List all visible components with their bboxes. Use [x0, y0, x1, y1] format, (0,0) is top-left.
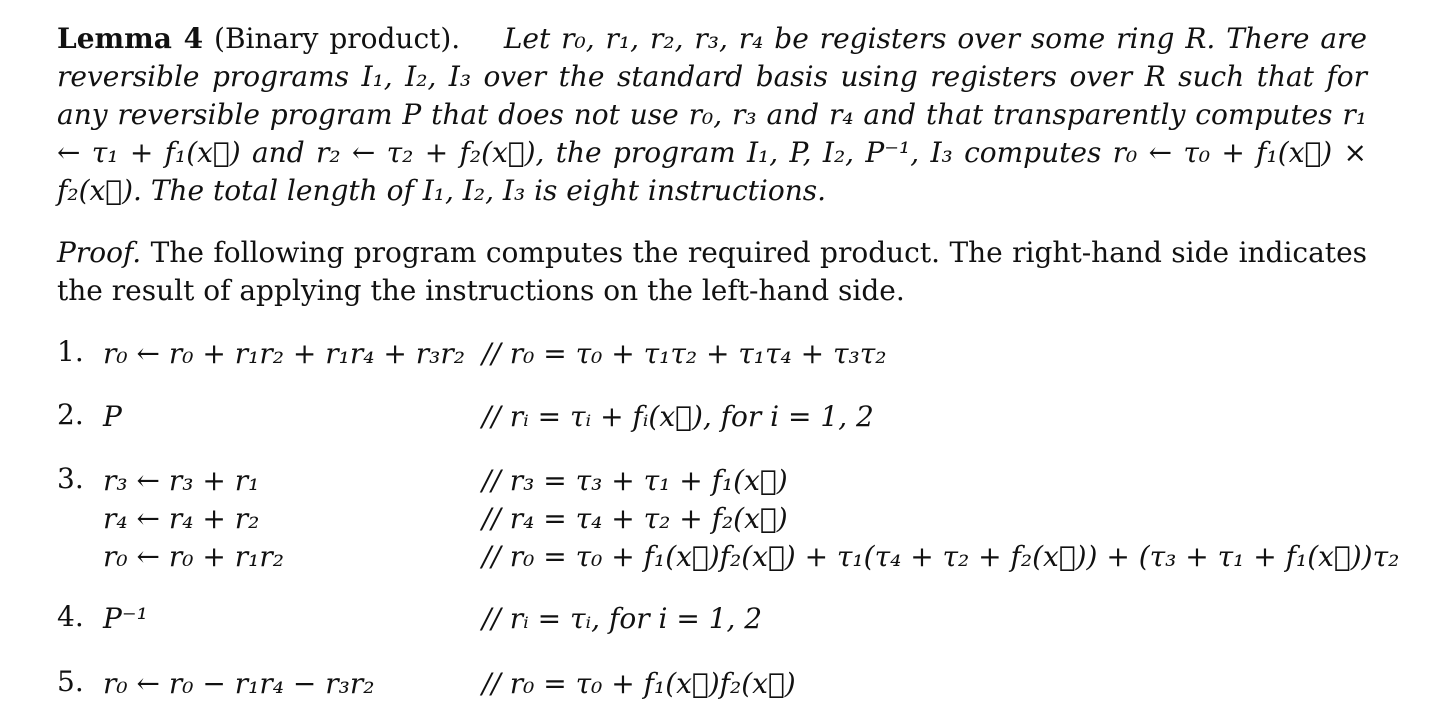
step-line [57, 665, 1437, 703]
step-line [57, 462, 1437, 500]
step-4 [57, 600, 1437, 638]
lemma-title: (Binary product). [214, 22, 461, 55]
step-number: 2. [57, 398, 84, 431]
step-5 [57, 665, 1437, 703]
step-2 [57, 398, 1437, 436]
step-number: 4. [57, 600, 84, 633]
instruction: r₄ ← r₄ + r₂ [103, 502, 260, 535]
instruction: r₀ ← r₀ + r₁r₂ [103, 540, 284, 573]
instruction-comment: // r₄ = τ₄ + τ₂ + f₂(x⃗) [482, 502, 788, 535]
step-1 [57, 335, 1437, 373]
step-line [57, 500, 1437, 538]
instruction-comment: // rᵢ = τᵢ + fᵢ(x⃗), for i = 1, 2 [482, 400, 874, 433]
instruction-comment: // r₃ = τ₃ + τ₁ + f₁(x⃗) [482, 464, 788, 497]
lemma-block [57, 20, 1367, 210]
instruction-comment: // r₀ = τ₀ + f₁(x⃗)f₂(x⃗) [482, 667, 796, 700]
instruction: r₃ ← r₃ + r₁ [103, 464, 260, 497]
lemma-statement: Let r₀, r₁, r₂, r₃, r₄ be registers over some ring R. There are reversible programs I₁, I₂, I₃ over the standard basis using registers over R such that for any reversible program P that does not use r₀, r₃ and r₄ and that transparently computes r₁ ← τ₁ + f₁(x⃗) and r₂ ← τ₂ + f₂(x⃗), the program I₁, P, I₂, P⁻¹, I₃ computes r₀ ← τ₀ + f₁(x⃗) × f₂(x⃗). The total length of I₁, I₂, I₃ is eight instructions. [57, 22, 1368, 207]
step-line [57, 335, 1437, 373]
step-3 [57, 462, 1437, 576]
instruction-comment: // rᵢ = τᵢ, for i = 1, 2 [482, 602, 763, 635]
instruction-comment: // r₀ = τ₀ + τ₁τ₂ + τ₁τ₄ + τ₃τ₂ [482, 337, 887, 370]
step-number: 5. [57, 665, 84, 698]
proof-text: The following program computes the required product. The right-hand side indicates the result of applying the instructions on the left-hand side. [57, 236, 1368, 307]
proof-label: Proof. [57, 236, 142, 269]
instruction: P⁻¹ [103, 602, 148, 635]
step-line [57, 538, 1437, 576]
step-number: 1. [57, 335, 84, 368]
step-line [57, 398, 1437, 436]
instruction-comment: // r₀ = τ₀ + f₁(x⃗)f₂(x⃗) + τ₁(τ₄ + τ₂ + f₂(x⃗)) + (τ₃ + τ₁ + f₁(x⃗))τ₂ [482, 540, 1400, 573]
lemma-heading: Lemma 4 [57, 22, 204, 55]
step-number: 3. [57, 462, 84, 495]
instruction: P [103, 400, 122, 433]
step-line [57, 600, 1437, 638]
instruction: r₀ ← r₀ + r₁r₂ + r₁r₄ + r₃r₂ [103, 337, 465, 370]
proof-block [57, 234, 1367, 310]
instruction: r₀ ← r₀ − r₁r₄ − r₃r₂ [103, 667, 375, 700]
